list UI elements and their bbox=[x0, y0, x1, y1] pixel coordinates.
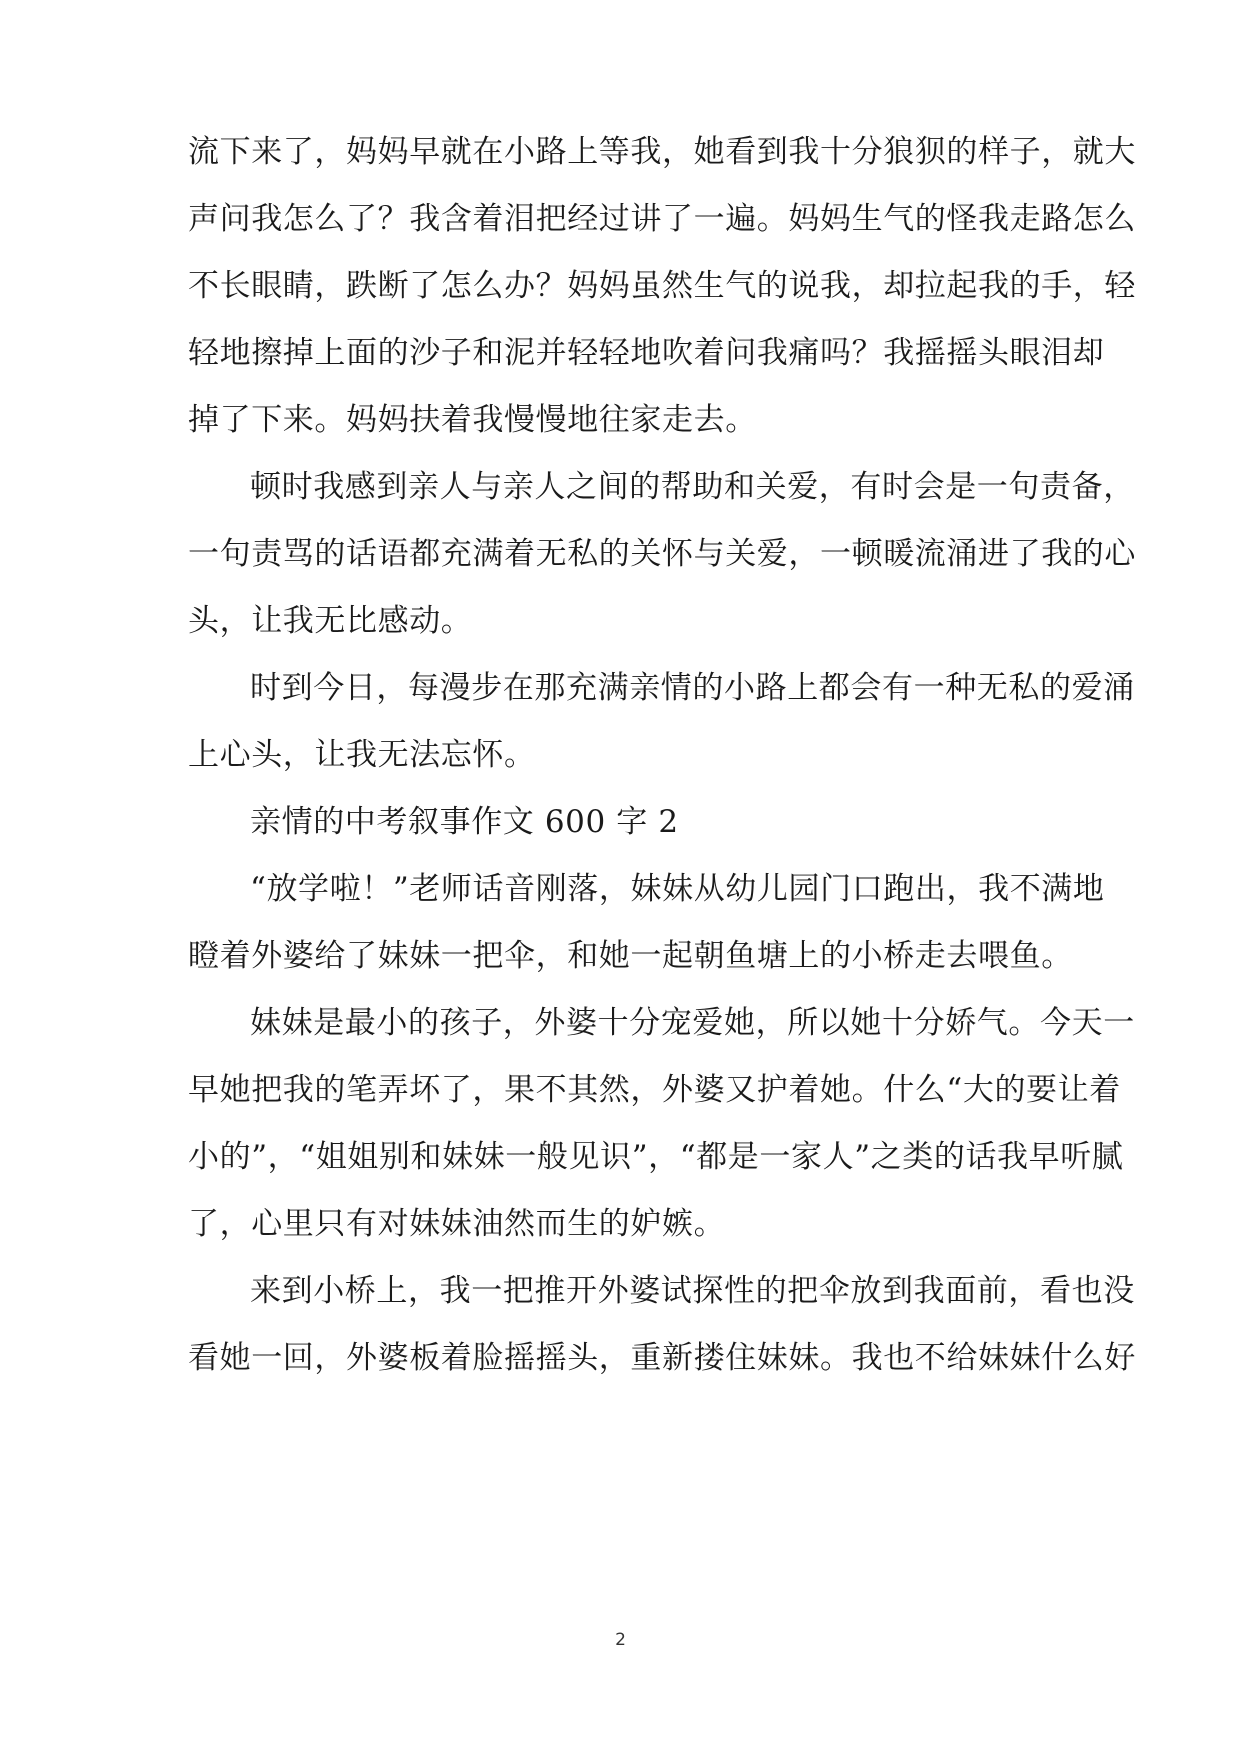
text-line: 瞪着外婆给了妹妹一把伞，和她一起朝鱼塘上的小桥走去喂鱼。 bbox=[188, 938, 1073, 974]
text-line: “放学啦！”老师话音刚落，妹妹从幼儿园门口跑出，我不满地 bbox=[250, 871, 1105, 907]
text-line: 妹妹是最小的孩子，外婆十分宠爱她，所以她十分娇气。今天一 bbox=[250, 1005, 1135, 1041]
text-line: 早她把我的笔弄坏了，果不其然，外婆又护着她。什么“大的要让着 bbox=[188, 1072, 1121, 1108]
text-line: 看她一回，外婆板着脸摇摇头，重新搂住妹妹。我也不给妹妹什么好 bbox=[188, 1340, 1136, 1376]
text-line: 小的”，“姐姐别和妹妹一般见识”，“都是一家人”之类的话我早听腻 bbox=[188, 1139, 1124, 1175]
text-line: 掉了下来。妈妈扶着我慢慢地往家走去。 bbox=[188, 402, 757, 438]
text-line: 了，心里只有对妹妹油然而生的妒嫉。 bbox=[188, 1206, 726, 1242]
text-line: 头，让我无比感动。 bbox=[188, 603, 473, 639]
text-line: 上心头，让我无法忘怀。 bbox=[188, 737, 536, 773]
text-line: 声问我怎么了？我含着泪把经过讲了一遍。妈妈生气的怪我走路怎么 bbox=[188, 201, 1136, 237]
section-heading: 亲情的中考叙事作文 600 字 2 bbox=[250, 804, 679, 840]
text-line: 时到今日，每漫步在那充满亲情的小路上都会有一种无私的爱涌 bbox=[250, 670, 1135, 706]
text-line: 轻地擦掉上面的沙子和泥并轻轻地吹着问我痛吗？我摇摇头眼泪却 bbox=[188, 335, 1105, 371]
page-number: 2 bbox=[615, 1630, 626, 1650]
text-line: 顿时我感到亲人与亲人之间的帮助和关爱，有时会是一句责备， bbox=[250, 469, 1135, 505]
text-line: 流下来了，妈妈早就在小路上等我，她看到我十分狼狈的样子，就大 bbox=[188, 134, 1136, 170]
text-line: 一句责骂的话语都充满着无私的关怀与关爱，一顿暖流涌进了我的心 bbox=[188, 536, 1136, 572]
text-line: 不长眼睛，跌断了怎么办？妈妈虽然生气的说我，却拉起我的手，轻 bbox=[188, 268, 1136, 304]
text-line: 来到小桥上，我一把推开外婆试探性的把伞放到我面前，看也没 bbox=[250, 1273, 1135, 1309]
